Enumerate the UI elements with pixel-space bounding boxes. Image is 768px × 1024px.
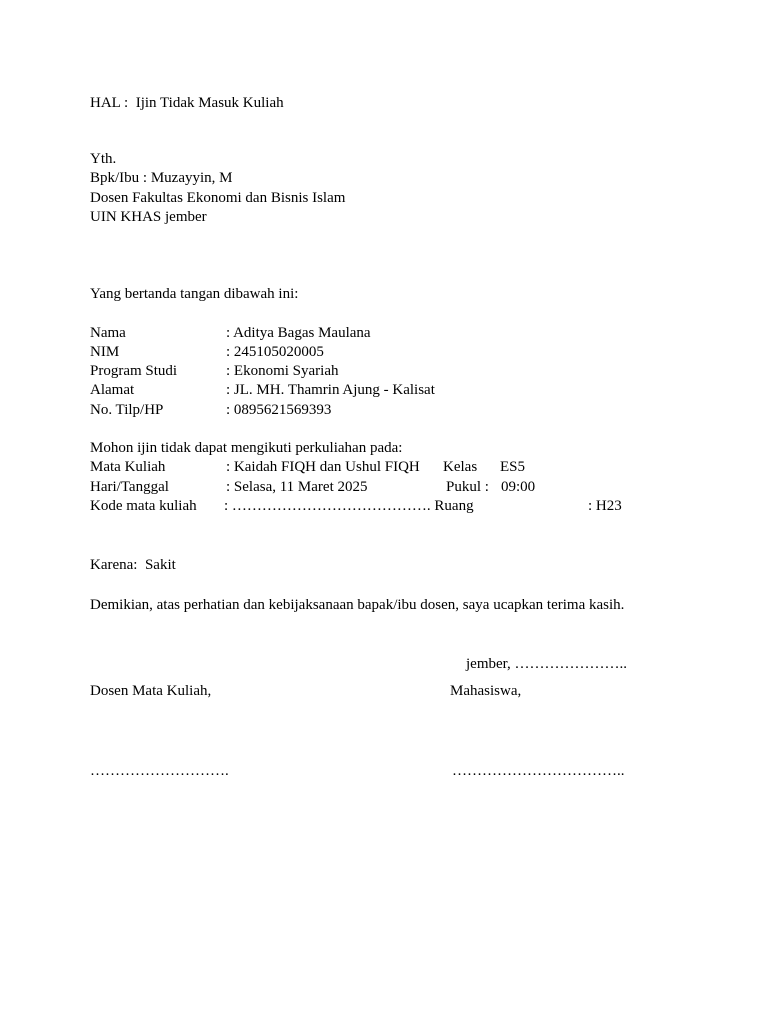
subject-label: HAL : — [90, 95, 129, 111]
subject-line — [90, 94, 284, 113]
recipient-institution: UIN KHAS jember — [90, 209, 207, 225]
alamat-label: Alamat — [90, 382, 135, 398]
telp-label: No. Tilp/HP — [90, 402, 164, 418]
reason-label: Karena: — [90, 557, 138, 573]
nim-label: NIM — [90, 344, 120, 360]
nim-value: : 245105020005 — [226, 344, 324, 360]
telp-value: : 0895621569393 — [226, 402, 332, 418]
lecturer-signature-title: Dosen Mata Kuliah, — [90, 683, 212, 699]
reason-value: Sakit — [144, 557, 176, 573]
mata-kuliah-value: : Kaidah FIQH dan Ushul FIQH — [226, 459, 420, 475]
hari-label: Hari/Tanggal — [90, 479, 169, 495]
kode-value: : …………………………………. Ruang — [224, 498, 474, 514]
request-intro: Mohon ijin tidak dapat mengikuti perkuliahan pada: — [90, 440, 403, 456]
recipient-position: Dosen Fakultas Ekonomi dan Bisnis Islam — [90, 190, 346, 206]
kelas-value: ES5 — [500, 459, 526, 475]
kelas-label: Kelas — [443, 459, 478, 475]
pukul-label: Pukul : — [446, 479, 489, 495]
mata-kuliah-label: Mata Kuliah — [90, 459, 166, 475]
closing-text: Demikian, atas perhatian dan kebijaksanaan bapak/ibu dosen, saya ucapkan terima kasih. — [90, 597, 625, 613]
nama-value: : Aditya Bagas Maulana — [226, 325, 371, 341]
subject-value: Ijin Tidak Masuk Kuliah — [135, 95, 284, 111]
ruang-value: : H23 — [588, 498, 622, 514]
reason-line — [90, 556, 176, 575]
prodi-value: : Ekonomi Syariah — [226, 363, 339, 379]
nama-label: Nama — [90, 325, 126, 341]
hari-value: : Selasa, 11 Maret 2025 — [226, 479, 368, 495]
student-signature-line: …………………………….. — [452, 763, 625, 779]
place-date: jember, ………………….. — [466, 656, 628, 672]
kode-label: Kode mata kuliah — [90, 498, 197, 514]
alamat-value: : JL. MH. Thamrin Ajung - Kalisat — [226, 382, 435, 398]
prodi-label: Program Studi — [90, 363, 178, 379]
pukul-value: 09:00 — [501, 479, 536, 495]
recipient-greeting: Yth. — [90, 151, 117, 167]
lecturer-signature-line: ………………………. — [90, 763, 229, 779]
student-signature-title: Mahasiswa, — [450, 683, 522, 699]
recipient-name: Bpk/Ibu : Muzayyin, M — [90, 170, 233, 186]
intro-text: Yang bertanda tangan dibawah ini: — [90, 286, 299, 302]
